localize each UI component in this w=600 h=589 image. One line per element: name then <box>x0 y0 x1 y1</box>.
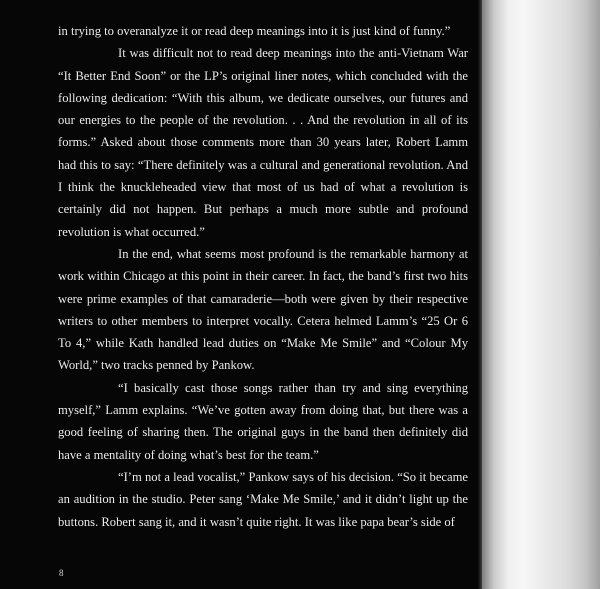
paragraph-5: “I’m not a lead vocalist,” Pankow says of his decision. “So it became an audition in the studio. Peter sang ‘Make Me Smile,’ and it didn’t light up the buttons. Robert sang it, and it wasn’t quite right. It was like papa bear’s side of <box>58 469 468 529</box>
page-number: 8 <box>59 568 64 578</box>
paragraph-2: It was difficult not to read deep meanings into the anti-Vietnam War “It Better End Soon” or the LP’s original liner notes, which concluded with the following dedication: “With this album, we dedicate ourselves, our futures and our energies to the people of the revolution. . . And the revolution in all of its forms.” Asked about those comments more than 30 years later, Robert Lamm had this to say: “There definitely was a cultural and generational revolution. And I think the knuckleheaded view that most of us had of what a revolution is certainly did not happen. But perhaps a much more subtle and profound revolution is what occurred.” <box>58 46 468 239</box>
body-text <box>58 20 468 533</box>
paragraph-4: “I basically cast those songs rather than try and sing everything myself,” Lamm explains. “We’ve gotten away from doing that, but there was a good feeling of sharing then. The original guys in the band then definitely did have a mentality of doing what’s best for the team.” <box>58 380 468 462</box>
booklet-spine-gutter <box>482 0 600 589</box>
paragraph-3: In the end, what seems most profound is the remarkable harmony at work within Chicago at this point in their career. In fact, the band’s first two hits were prime examples of that camaraderie—both were given by their respective writers to other members to interpret vocally. Cetera helmed Lamm’s “25 Or 6 To 4,” while Kath handled lead duties on “Make Me Smile” and “Colour My World,” two tracks penned by Pankow. <box>58 246 468 373</box>
paragraph-1: in trying to overanalyze it or read deep meanings into it is just kind of funny.” <box>58 24 451 38</box>
